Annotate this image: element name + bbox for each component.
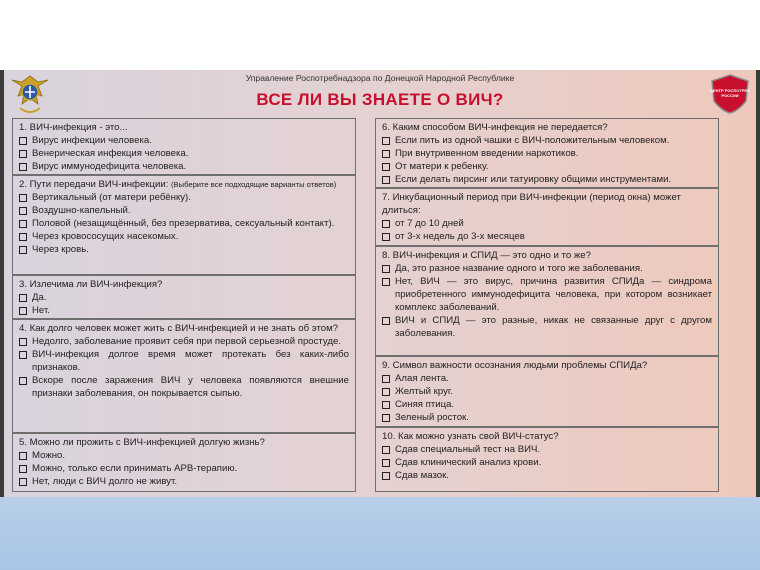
question-10 [375,427,719,492]
answer-option[interactable]: Если делать пирсинг или татуировку общими инструментами. [382,173,712,186]
badge-text: ЦЕНТР РОСПОТРЕБ РОССИИ [710,88,750,98]
answer-option[interactable]: Нет. [19,304,349,317]
checkbox-icon[interactable] [19,465,27,473]
question-text: 5. Можно ли прожить с ВИЧ-инфекцией долгую жизнь? [19,437,265,448]
question-text: 1. ВИЧ-инфекция - это... [19,122,128,133]
checkbox-icon[interactable] [19,246,27,254]
checkbox-icon[interactable] [382,220,390,228]
checkbox-icon[interactable] [19,207,27,215]
page-bottom-band [0,497,760,570]
answer-option[interactable]: Вскоре после заражения ВИЧ у человека появляются внешние признаки заболевания, он покрывается сыпью. [19,374,349,400]
answer-option[interactable]: Желтый круг. [382,385,712,398]
rospotrebnadzor-emblem-icon [8,72,52,118]
checkbox-icon[interactable] [382,163,390,171]
question-8 [375,246,719,356]
answer-option[interactable]: Сдав мазок. [382,469,712,482]
answer-option[interactable]: Сдав клинический анализ крови. [382,456,712,469]
answer-option[interactable]: Можно. [19,449,349,462]
checkbox-icon[interactable] [19,351,27,359]
answer-option[interactable]: Вертикальный (от матери ребёнку). [19,191,349,204]
answer-option[interactable]: Если пить из одной чашки с ВИЧ-положительным человеком. [382,134,712,147]
checkbox-icon[interactable] [382,176,390,184]
checkbox-icon[interactable] [19,377,27,385]
answer-option[interactable]: От матери к ребенку. [382,160,712,173]
answer-option[interactable]: Вирус инфекции человека. [19,134,349,147]
checkbox-icon[interactable] [19,150,27,158]
answer-option[interactable]: Да, это разное название одного и того же заболевания. [382,262,712,275]
quiz-poster [0,70,760,497]
answer-option[interactable]: от 7 до 10 дней [382,217,712,230]
question-9 [375,356,719,427]
answer-option[interactable]: Алая лента. [382,372,712,385]
checkbox-icon[interactable] [19,233,27,241]
answer-option[interactable]: ВИЧ и СПИД — это разные, никак не связанные друг с другом заболевания. [382,314,712,340]
question-7 [375,188,719,246]
question-text: 9. Символ важности осознания людьми проблемы СПИДа? [382,360,648,371]
checkbox-icon[interactable] [19,338,27,346]
answer-option[interactable]: Половой (незащищённый, без презерватива, сексуальный контакт). [19,217,349,230]
answer-option[interactable]: Можно, только если принимать АРВ-терапию. [19,462,349,475]
checkbox-icon[interactable] [19,452,27,460]
checkbox-icon[interactable] [19,307,27,315]
question-text: 7. Инкубационный период при ВИЧ-инфекции (период окна) может длиться: [382,192,681,216]
answer-option[interactable]: Недолго, заболевание проявит себя при первой серьезной простуде. [19,335,349,348]
answer-option[interactable]: Зеленый росток. [382,411,712,424]
answer-option[interactable]: При внутривенном введении наркотиков. [382,147,712,160]
checkbox-icon[interactable] [382,459,390,467]
checkbox-icon[interactable] [19,220,27,228]
answer-option[interactable]: Сдав специальный тест на ВИЧ. [382,443,712,456]
agency-name: Управление Роспотребнадзора по Донецкой Народной Республике [245,73,515,83]
checkbox-icon[interactable] [382,150,390,158]
question-1 [12,118,356,175]
checkbox-icon[interactable] [19,163,27,171]
checkbox-icon[interactable] [382,414,390,422]
question-text: 3. Излечима ли ВИЧ-инфекция? [19,279,163,290]
checkbox-icon[interactable] [382,388,390,396]
checkbox-icon[interactable] [19,137,27,145]
question-text: 6. Каким способом ВИЧ-инфекция не передается? [382,122,608,133]
question-4 [12,319,356,433]
checkbox-icon[interactable] [382,375,390,383]
checkbox-icon[interactable] [382,401,390,409]
checkbox-icon[interactable] [382,278,390,286]
question-text: 4. Как долго человек может жить с ВИЧ-инфекцией и не знать об этом? [19,323,339,334]
answer-option[interactable]: Воздушно-капельный. [19,204,349,217]
answer-option[interactable]: Синяя птица. [382,398,712,411]
checkbox-icon[interactable] [382,472,390,480]
question-2 [12,175,356,275]
checkbox-icon[interactable] [382,265,390,273]
checkbox-icon[interactable] [19,478,27,486]
answer-option[interactable]: Вирус иммунодефицита человека. [19,160,349,173]
answer-option[interactable]: Да. [19,291,349,304]
answer-option[interactable]: ВИЧ-инфекция долгое время может протекать без каких-либо признаков. [19,348,349,374]
question-6 [375,118,719,188]
poster-title: ВСЕ ЛИ ВЫ ЗНАЕТЕ О ВИЧ? [256,90,504,109]
page-top-margin [0,0,760,70]
question-text: 10. Как можно узнать свой ВИЧ-статус? [382,431,559,442]
question-hint: (Выберите все подходящие варианты ответов) [171,180,337,189]
answer-option[interactable]: Нет, ВИЧ — это вирус, причина развития СПИДа — синдрома приобретенного иммунодефицита человека, при котором возникает комплекс заболеваний. [382,275,712,314]
checkbox-icon[interactable] [382,137,390,145]
checkbox-icon[interactable] [382,446,390,454]
answer-option[interactable]: Через кровососущих насекомых. [19,230,349,243]
checkbox-icon[interactable] [382,233,390,241]
answer-option[interactable]: от 3-х недель до 3-х месяцев [382,230,712,243]
answer-option[interactable]: Через кровь. [19,243,349,256]
checkbox-icon[interactable] [19,294,27,302]
question-3 [12,275,356,319]
question-5 [12,433,356,492]
checkbox-icon[interactable] [19,194,27,202]
question-text: 8. ВИЧ-инфекция и СПИД — это одно и то же? [382,250,591,261]
answer-option[interactable]: Венерическая инфекция человека. [19,147,349,160]
question-text: 2. Пути передачи ВИЧ-инфекции: [19,179,169,190]
answer-option[interactable]: Нет, люди с ВИЧ долго не живут. [19,475,349,488]
checkbox-icon[interactable] [382,317,390,325]
center-badge [708,73,752,115]
